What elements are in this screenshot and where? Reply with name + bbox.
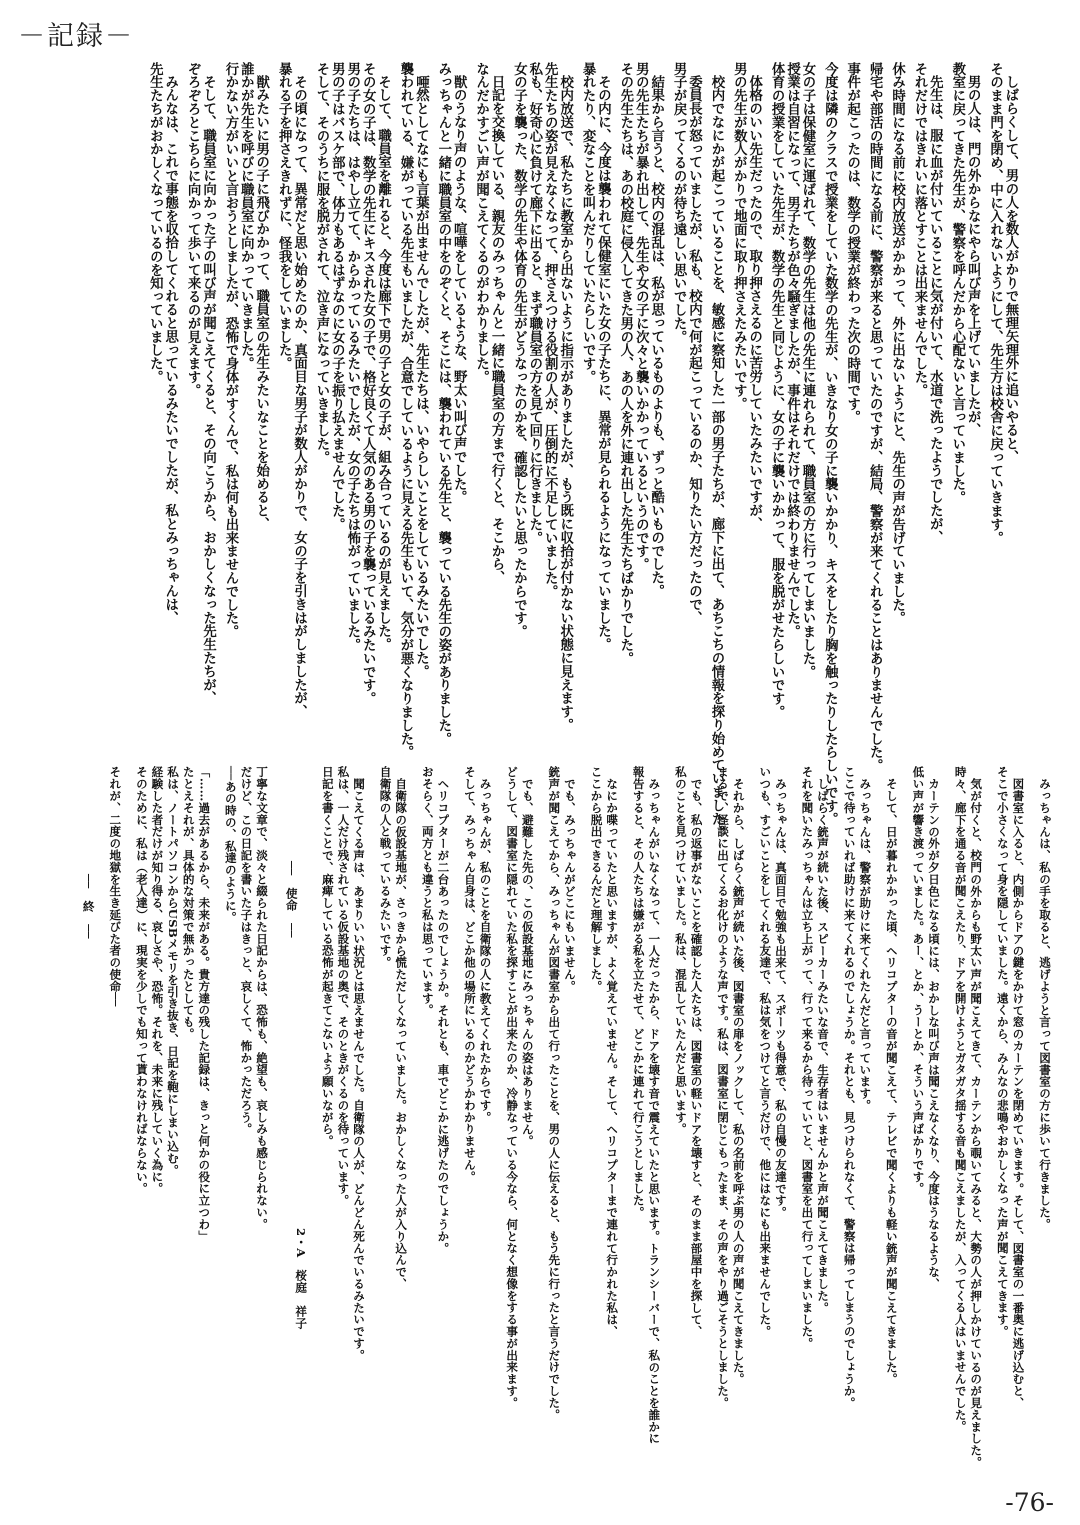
- text-line: 獣みたいに男の子に飛びかかって、職員室の先生みたいなことを始めると、: [253, 75, 270, 531]
- text-line: ──あの時の、私達のように。: [223, 766, 238, 924]
- text-line: だけど、この日記を書いた子はきっと、哀しくて、怖かっただろう。: [239, 766, 254, 1135]
- paragraph: [715, 766, 746, 1436]
- text-line: 獣のうなり声のような、喧嘩をしているような、野太い叫び声でした。: [451, 75, 468, 505]
- section-heading: ── 使命 ──: [284, 861, 299, 938]
- paragraph: [731, 62, 762, 752]
- text-line: 帰宅や部活の時間になる前に、警察が来ると思っていたのですが、結局、警察が来てくれることはありませんでした。: [867, 62, 884, 773]
- diary-text-top-section: [140, 62, 1019, 840]
- text-line: 事件が起こったのは、数学の授業が終わった次の時間です。: [844, 62, 861, 424]
- text-line: 男子が戻ってくるのが待ち遠しい思いでした。: [671, 62, 688, 344]
- text-line: それを聞いたみっちゃんは立ち上がって、行って来るから待っていてと、図書室を出て行ってしまいました。: [800, 766, 815, 1350]
- paragraph: [912, 62, 943, 752]
- text-line: 男の子はバスケ部で、体力もあるはずなのに女の子を振り払えませんでした。: [329, 62, 346, 531]
- text-line: 休み時間になる前に校内放送がかかって、外に出ないようにと、先生の声が告げていました。: [889, 62, 906, 625]
- text-line: 男の先生が数人がかりで地面に取り押さえたみたいです。: [731, 62, 748, 411]
- text-line: そのために、私は（老人達）に、現実を少しでも知って貰わなければならない。: [134, 766, 149, 1195]
- text-line: でも、避難した先の、この仮設基地にみっちゃんの姿はありません。: [520, 777, 535, 1147]
- text-line: 女の子を襲った、数学の先生や体育の先生がどうなったのかを、確認したいと思ったからです。: [511, 62, 528, 639]
- text-line: 唖然としてなにも言葉が出ませんでしたが、先生たちは、いやらしいことをしているみたいでした。: [413, 75, 430, 679]
- text-line: ここで待っていれば助けに来てくれるのでしょうか。それとも、見つけられなくて、警察は帰ってしまうのでしょうか。: [842, 766, 857, 1409]
- text-line: みっちゃんは、私の手を取ると、逃げようと言って図書室の方に歩いて行きました。: [1038, 777, 1052, 1230]
- text-line: なんだかすごい声が聞こえてくるのがわかりました。: [473, 62, 490, 384]
- paragraph: [504, 766, 535, 1436]
- paragraph: [419, 766, 450, 1436]
- paragraph: [708, 62, 725, 840]
- text-line: そのまま門を閉め、中に入れないようにして、先生方は校舎に戻っていきます。: [987, 62, 1004, 545]
- end-mark: ── 終 ──: [81, 874, 96, 939]
- paragraph: [949, 62, 980, 752]
- paragraph: [107, 766, 123, 1436]
- paragraph: [314, 62, 391, 752]
- paragraph: [588, 766, 619, 1436]
- text-line: しばらくして、男の人を数人がかりで無理矢理外に追いやると、: [1003, 75, 1019, 464]
- text-line: それだけではきれいに落とすことは出来ませんでした。: [911, 62, 928, 397]
- paragraph: [398, 62, 430, 759]
- paragraph: [883, 766, 899, 1436]
- text-line: でも、みっちゃんがどこにもいません。: [562, 777, 577, 992]
- text-line: なにか喋っていたと思いますが、よく覚えていません。そして、ヘリコプターまで連れて行かれた私は、: [605, 777, 620, 1337]
- diary-text-bottom-section: [80, 766, 1052, 1468]
- text-line: そこで小さくなって身を隠していました。遠くから、みんなの悲鳴やおかしくなった声が聞こえてきます。: [995, 766, 1010, 1338]
- text-line: 「……過去があるから、未来がある。貴方達の残した記録は、きっと何かの役に立つわ」: [197, 766, 212, 1242]
- text-line: 委員長が怒っていましたが、私も、校内で何が起こっているのか、知りたい方だったので、: [686, 75, 703, 625]
- text-line: 行かない方がいいと言おうとしましたが、恐怖で身体がすくんで、私は何も出来ませんでした。: [222, 62, 239, 639]
- paragraph: [435, 62, 466, 752]
- text-line: 男の人は、門の外からなにやら叫び声を上げていましたが、: [965, 75, 982, 438]
- text-line: そして、職員室に向かった子の叫び声が聞こえてくると、その向こうから、おかしくなった先生たちが、: [200, 75, 217, 706]
- paragraph: [994, 766, 1025, 1436]
- text-line: 聞こえてくる声は、あまりいい状況とは思えませんでした。自衛隊の人が、どんどん死んでいるみたいです。: [352, 777, 366, 1361]
- paragraph: [822, 62, 839, 826]
- text-line: 校内でなにかが起こっていることを、敏感に察知した一部の男子たちが、廊下に出て、あちこちの情報を探り始めていました。: [708, 75, 725, 840]
- text-line: 体格のいい先生だったので、取り押さえるのに苦労していたみたいですが、: [746, 75, 763, 531]
- paragraph: [987, 62, 1018, 752]
- text-line: ぞろぞろとこちらに向かって歩いて来るのが見えます。: [185, 62, 202, 397]
- paragraph: [223, 62, 269, 752]
- text-line: 男の子たちは、はやし立てて、からかっているみたいでしたが、女の子たちは怖がっていました。: [344, 62, 361, 652]
- text-line: 校内放送で、私たちに教室から出ないように指示がありましたが、もう既に収拾が付かない状態に見えます。: [557, 75, 574, 732]
- text-line: いつも、すごいことをしてくれる友達で、私は気をつけてと言うだけで、他にはなにも出来ませんでした。: [758, 766, 773, 1338]
- text-line: 襲われている、嫌がっている先生もいましたが、合意でしているように見える先生もいて、気分が悪くなりました。: [398, 62, 414, 759]
- text-line: 低い声が響き渡っていました。あー、とか、うーとか、そういう声ばかりです。: [911, 766, 926, 1195]
- paragraph: [222, 766, 269, 1436]
- text-line: そして、みっちゃん自身は、どこか他の場所にいるのかどうかわかりません。: [462, 766, 477, 1183]
- author-signature: 2・A 桜庭 祥子: [294, 1228, 309, 1329]
- paragraph: [580, 62, 611, 752]
- text-line: 日記を書くことで、麻痺している恐怖が起きてこないよう願いながら。: [320, 766, 335, 1147]
- paragraph: [867, 62, 884, 773]
- text-line: 気が付くと、校門の外からも野太い声が聞こえてきて、カーテンから覗いてみると、大勢の人が押しかけているのが見えました。: [969, 777, 984, 1468]
- text-line: 体育の授業をしていた先生が、数学の先生と同じように、女の子に襲いかかって、服を脱がせたらしいです。: [769, 62, 786, 719]
- text-line: 図書室に入ると、内側からドアの鍵をかけて窓のカーテンを閉めていきます。そして、図書室の一番奥に逃げ込むと、: [1011, 777, 1026, 1409]
- text-line: 授業は自習になって、男子たちが色々騒ぎましたが、事件はそれだけでは終わりませんでした。: [784, 62, 801, 639]
- text-line: それが、二度の地獄を生き延びた者の使命──: [108, 766, 123, 1007]
- text-line: ヘリコプターが二台あったのでしょうか。それとも、車でどこかに逃げたのでしょうか。: [436, 777, 451, 1254]
- text-line: その頃になって、異常だと思い始めたのか、真面目な男子が数人がかりで、女の子を引きはがしましたが、: [291, 75, 308, 719]
- paragraph: [461, 766, 492, 1436]
- text-line: 暴れたり、変なことを叫んだりしていたらしいです。: [580, 62, 597, 384]
- text-line: 先生たちの姿が見えなくなって、押さえつける役割の人が、圧倒的に不足していました。: [542, 62, 559, 598]
- paragraph: [185, 62, 216, 752]
- paragraph: [546, 766, 577, 1436]
- text-line: 先生たちがおかしくなっているのを知っていました。: [147, 62, 164, 384]
- text-line: その女の子は、数学の先生にキスされた女の子で、格好良くて人気のある男の子を襲っているみたいです。: [360, 62, 377, 706]
- text-line: みっちゃんは、真面目で勉強も出来て、スポーツも得意で、私の自慢の友達です。: [773, 777, 788, 1218]
- text-line: 私も、好奇心に負けて廊下に出ると、まず職員室の方を見て回りに行きました。: [526, 62, 543, 545]
- text-line: 自衛隊の仮設基地が、さっきから慌ただしくなっていました。おかしくなった人が入り込んで、: [394, 777, 409, 1290]
- text-line: それから、しばらく銃声が続いた後、図書室の扉をノックして、私の名前を呼ぶ男の人の声が聞こえてきました。: [731, 777, 746, 1385]
- text-line: みんなは、これで事態を収拾してくれると思っているみたいでしたが、私とみっちゃんは、: [162, 75, 179, 625]
- text-line: みっちゃんがいなくなって、一人だったから、ドアを壊す音で震えていたと思います。トランシーバーで、私のことを誰かに: [647, 777, 662, 1444]
- text-line: その先生たちは、あの校庭に侵入してきた男の人、あの人を外に連れ出した先生たちばかりでした。: [617, 62, 634, 665]
- text-line: おそらく、両方とも違うと私は思っています。: [420, 766, 435, 1016]
- text-line: そして、日が暮れかかった頃、ヘリコプターの音が聞こえて、テレビで聞くよりも軽い銃声が聞こえてきました。: [884, 777, 899, 1385]
- text-line: みっちゃんと一緒に職員室の中をのぞくと、そこには、襲われている先生と、襲っている先生の姿がありました。: [435, 62, 452, 746]
- text-line: 私のことを見つけていました。私は、混乱していたんだと思います。: [673, 766, 688, 1135]
- text-line: 結果から言うと、校内の混乱は、私が思っているものよりも、ずっと酷いものでした。: [648, 75, 665, 598]
- text-line: 誰かが先生を呼びに職員室に向かっていきました。: [238, 62, 255, 371]
- text-line: まるで、怪談に出てくるお化けのような声です。私は、図書室に閉じこもったまま、その声をやり過ごそうとしました。: [716, 766, 731, 1409]
- paragraph: [617, 62, 663, 752]
- text-line: 先生は、服に血が付いていることに気が付いて、水道で洗ったようでしたが、: [927, 75, 944, 545]
- paragraph: [276, 62, 307, 752]
- paragraph: [147, 62, 178, 752]
- paragraph: [319, 766, 366, 1436]
- paragraph: [889, 62, 904, 752]
- paragraph: [1036, 766, 1052, 1436]
- text-line: カーテンの外が夕日色になる頃には、おかしな叫び声は聞こえなくなり、今度はうなるような、: [927, 777, 942, 1290]
- paragraph: [473, 62, 504, 752]
- text-line: 私は、ノートパソコンからUSBメモリを引き抜き、日記を鞄にしまい込む。: [166, 766, 181, 1176]
- page-number: -76-: [1005, 1488, 1054, 1517]
- paragraph: [769, 62, 815, 752]
- paragraph: [757, 766, 788, 1436]
- paragraph: [910, 766, 941, 1436]
- text-line: 今度は隣のクラスで授業をしていた数学の先生が、いきなり女の子に襲いかかり、キスをしたり胸を触ったりしたらしいです。: [822, 62, 839, 826]
- paragraph: [799, 766, 830, 1436]
- text-line: 経験した者だけが知り得る、哀しさや、恐怖。それを、未来に残していく為に。: [150, 766, 165, 1195]
- text-line: 女の子は保健室に運ばれて、数学の先生は他の先生に連れられて、職員室の方に行ってしまいました。: [799, 62, 816, 679]
- text-line: 日記を交換している、親友のみっちゃんと一緒に職員室の方まで行くと、そこから、: [489, 75, 506, 585]
- text-line: みっちゃんが、私のことを自衛隊の人に教えてくれたからです。: [478, 777, 493, 1123]
- text-line: ここから脱出できるんだと理解しました。: [589, 766, 604, 993]
- text-line: しばらく銃声が続いた後、スピーカーみたいな音で、生存者はいませんかと声が聞こえてきました。: [816, 777, 831, 1314]
- text-line: 報告すると、その人たちは嫌がる私を立たせて、どこかに連れて行こうとしました。: [631, 766, 646, 1219]
- text-line: でも、私の返事がないことを確認した人たちは、図書室の軽いドアを壊すと、そのまま部屋中を探して、: [689, 777, 704, 1337]
- page-header-title: －記録－: [18, 21, 134, 52]
- text-line: 男の先生たちが暴れ出して、先生や女の子に次々と襲いかかっているというのです。: [633, 62, 650, 572]
- paragraph: [672, 766, 703, 1436]
- text-line: 銃声が聞こえてから、みっちゃんが図書室から出て行ったことを、男の人に伝えると、もう先に行ったと言うだけでした。: [547, 766, 562, 1421]
- text-line: そして、そのうちに服を脱がされて、泣き声になっていきました。: [313, 62, 330, 464]
- paragraph: [671, 62, 702, 752]
- paragraph: [844, 62, 859, 752]
- paragraph: [952, 766, 984, 1468]
- paragraph: [377, 766, 408, 1436]
- text-line: みっちゃんは、警察が助けに来てくれたんだと言っています。: [858, 777, 873, 1111]
- text-line: 時々、廊下を通る音が聞こえたり、ドアを開けようとガタガタ揺する音も聞こえましたが、入ってくる人はいませんでした。: [953, 766, 968, 1433]
- text-line: そして、職員室を離れると、今度は廊下で男の子と女の子が、組み合っているのが見えました。: [375, 75, 392, 652]
- text-line: その内に、今度は襲われて保健室にいた女の子たちに、異常が見られるようになっていました。: [595, 75, 612, 652]
- text-line: たとえそれが、具体的な対策で無かったとしても。: [181, 766, 196, 1040]
- text-line: どうして、図書室に隠れていた私を探すことが出来たのか、冷静なっている今なら、何となく想像をする事が出来ます。: [505, 766, 520, 1409]
- text-line: 私は、一人だけ残されている仮設基地の奥で、そのときがくるのを待っています。: [336, 766, 351, 1207]
- text-line: 自衛隊の人と戦っているみたいです。: [378, 766, 393, 969]
- paragraph: [133, 766, 211, 1436]
- paragraph: [511, 62, 573, 752]
- text-line: 暴れる子を押さえきれずに、怪我をしていました。: [276, 62, 293, 371]
- text-line: 丁寧な文章で、淡々と綴られた日記からは、恐怖も、絶望も、哀しみも感じられない。: [255, 766, 270, 1231]
- paragraph: [630, 766, 662, 1444]
- paragraph: [841, 766, 872, 1436]
- text-line: 教室に戻ってきた先生が、警察を呼んだから心配ないと言っていました。: [949, 62, 966, 505]
